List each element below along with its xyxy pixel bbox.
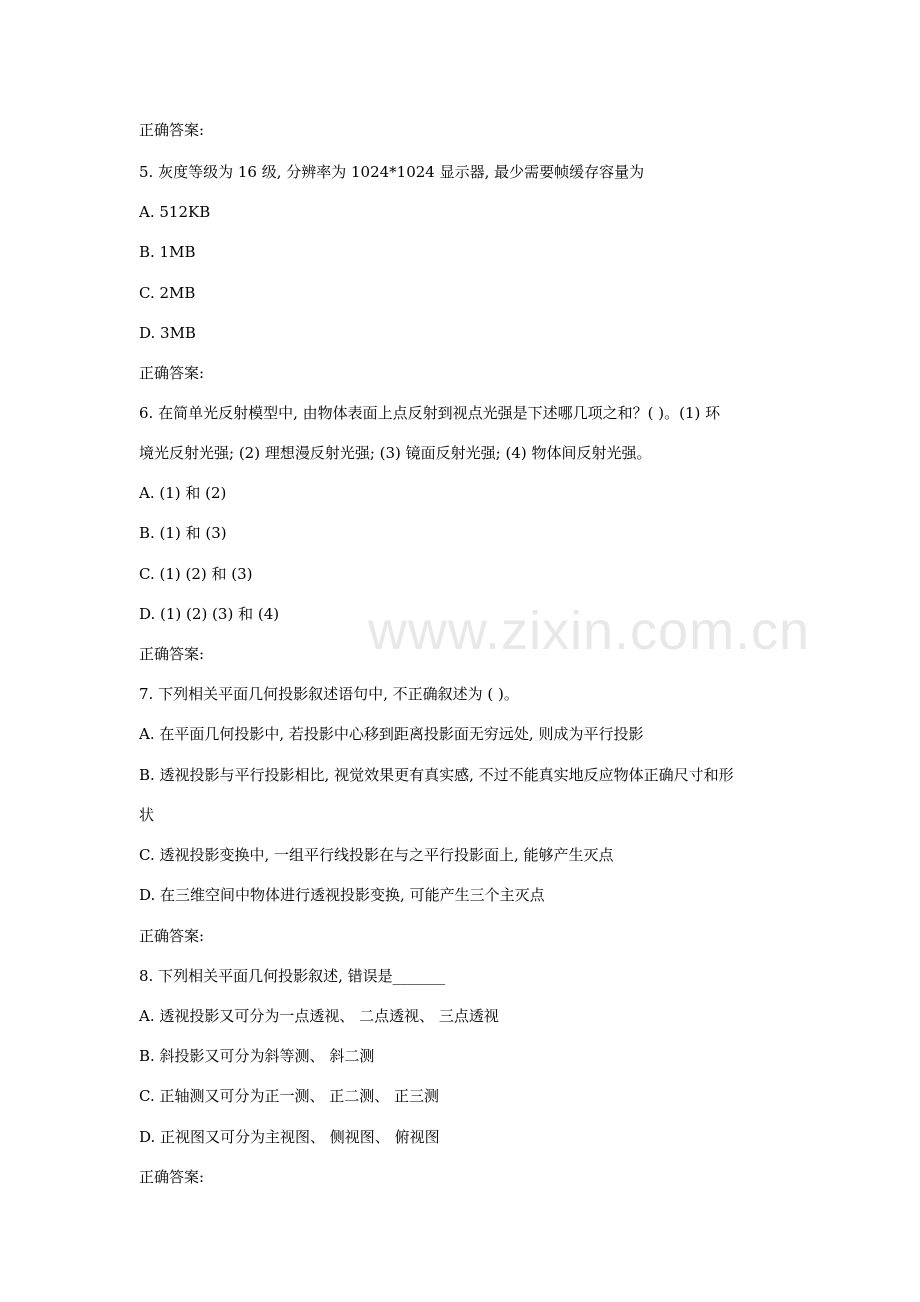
q6-option-d: D. (1) (2) (3) 和 (4) (139, 605, 280, 623)
q5-option-c: C. 2MB (139, 284, 196, 302)
watermark: www.zixin.com.cn (368, 601, 811, 661)
question-5-text: 5. 灰度等级为 16 级, 分辨率为 1024*1024 显示器, 最少需要帧缓存容量为 (139, 163, 645, 181)
q5-option-d: D. 3MB (139, 324, 196, 342)
q5-option-a: A. 512KB (139, 203, 211, 221)
q5-option-b: B. 1MB (139, 243, 196, 261)
q7-option-d: D. 在三维空间中物体进行透视投影变换, 可能产生三个主灭点 (139, 886, 545, 904)
answer-label-6: 正确答案: (139, 645, 205, 663)
question-6-text-line1: 6. 在简单光反射模型中, 由物体表面上点反射到视点光强是下述哪几项之和？( )。(1) 环 (139, 404, 721, 422)
q8-option-b: B. 斜投影又可分为斜等测、 斜二测 (139, 1047, 375, 1065)
q7-option-b-line2: 状 (139, 806, 155, 824)
q6-option-c: C. (1) (2) 和 (3) (139, 565, 253, 583)
answer-label-4: 正确答案: (139, 121, 205, 139)
answer-label-5: 正确答案: (139, 364, 205, 382)
q7-option-b-line1: B. 透视投影与平行投影相比, 视觉效果更有真实感, 不过不能真实地反应物体正确尺寸和形 (139, 766, 734, 784)
q7-option-c: C. 透视投影变换中, 一组平行线投影在与之平行投影面上, 能够产生灭点 (139, 846, 614, 864)
question-8-text: 8. 下列相关平面几何投影叙述, 错误是_______ (139, 967, 446, 985)
q8-option-c: C. 正轴测又可分为正一测、 正二测、 正三测 (139, 1087, 440, 1105)
question-6-text-line2: 境光反射光强; (2) 理想漫反射光强; (3) 镜面反射光强; (4) 物体间反射光强。 (139, 444, 652, 462)
q7-option-a: A. 在平面几何投影中, 若投影中心移到距离投影面无穷远处, 则成为平行投影 (139, 725, 644, 743)
q8-option-a: A. 透视投影又可分为一点透视、 二点透视、 三点透视 (139, 1007, 499, 1025)
question-7-text: 7. 下列相关平面几何投影叙述语句中, 不正确叙述为 ( )。 (139, 685, 519, 703)
q8-option-d: D. 正视图又可分为主视图、 侧视图、 俯视图 (139, 1128, 440, 1146)
answer-label-7: 正确答案: (139, 927, 205, 945)
q6-option-b: B. (1) 和 (3) (139, 524, 227, 542)
q6-option-a: A. (1) 和 (2) (139, 484, 227, 502)
answer-label-8: 正确答案: (139, 1168, 205, 1186)
